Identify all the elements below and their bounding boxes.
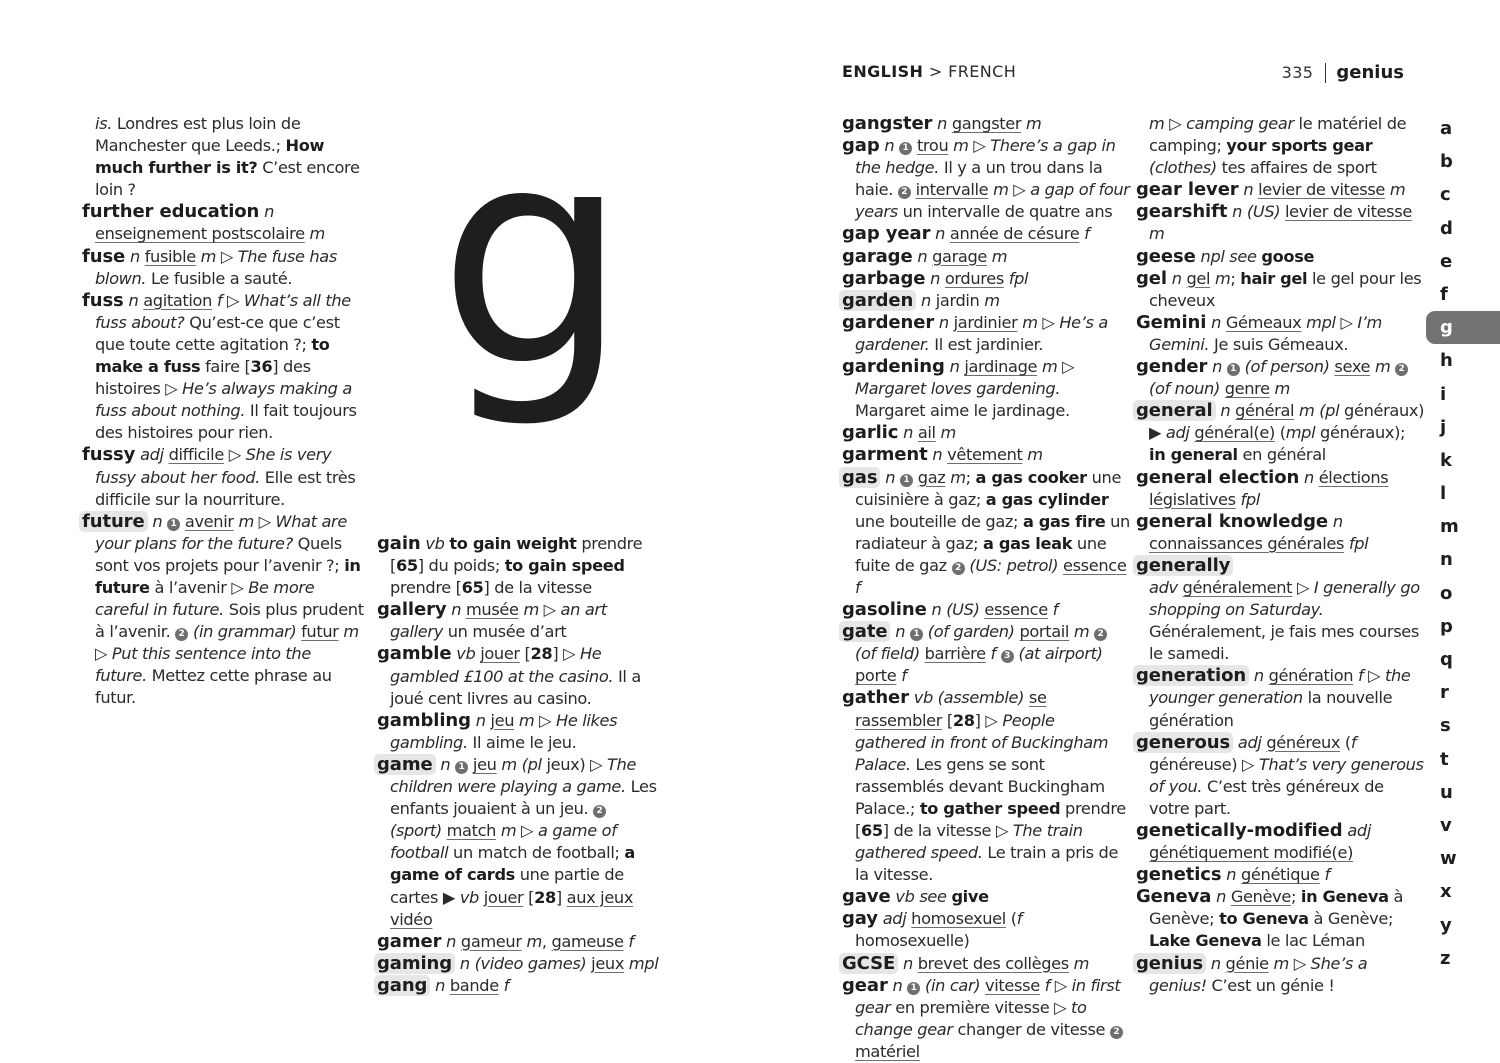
sense-number-badge: 1 [167, 518, 180, 531]
headword: gallery [377, 599, 447, 621]
source-language: ENGLISH [842, 62, 924, 81]
headword: game [374, 754, 436, 775]
entry-further-education: further education n enseignement postscolaire m [82, 201, 325, 244]
tab-k[interactable]: k [1440, 449, 1452, 471]
entry-generation: generation n génération f ▷ the younger generation la nouvelle génération [1136, 665, 1426, 731]
entry-gay: gay adj homosexuel (f homosexuelle) [842, 908, 1023, 951]
sense-number-badge: 2 [1395, 363, 1408, 376]
sense-number-badge: 1 [907, 982, 920, 995]
entry-garbage: garbage n ordures fpl [842, 267, 1029, 289]
section-letter: g [438, 83, 629, 432]
entry-fussy: fussy adj difficile ▷ She is very fussy about her food. Elle est très difficile sur la nourriture. [82, 444, 356, 509]
headword: genius [1133, 953, 1206, 974]
headword: gap year [842, 223, 931, 245]
entry-genetically-modified: genetically-modified adj génétiquement modifié(e) [1136, 820, 1371, 863]
headword: garment [842, 444, 928, 466]
entry-gave: gave vb see give [842, 886, 989, 908]
headword: garage [842, 245, 913, 267]
sense-number-badge: 2 [952, 562, 965, 575]
entry-garage: garage n garage m [842, 245, 1008, 267]
headword: gel [1136, 267, 1167, 289]
tab-r[interactable]: r [1440, 682, 1449, 704]
sense-number-badge: 2 [1094, 628, 1107, 641]
headword: GCSE [839, 953, 898, 974]
headword: gang [374, 975, 430, 996]
sense-number-badge: 2 [1110, 1026, 1123, 1039]
guide-word: genius [1336, 62, 1404, 83]
headword: genetics [1136, 864, 1222, 886]
tab-d[interactable]: d [1440, 217, 1453, 239]
entry-gangster: gangster n gangster m [842, 113, 1042, 134]
headword: gear [842, 974, 888, 996]
tab-p[interactable]: p [1440, 615, 1453, 637]
headword: geese [1136, 245, 1196, 267]
entry-gamble: gamble vb jouer [28] ▷ He gambled £100 at the casino. Il a joué cent livres au casino. [377, 643, 641, 708]
tab-c[interactable]: c [1440, 184, 1451, 206]
sense-number-badge: 2 [175, 628, 188, 641]
direction-arrow: > [928, 62, 943, 81]
entry-gate: gate n 1 (of garden) portail m 2 (of field) barrière f 3 (at airport) porte f [842, 621, 1130, 687]
entry-general: general n général m (pl généraux) ▶ adj général(e) (mpl généraux); in general en général [1136, 400, 1426, 466]
entry-general-knowledge: general knowledge n connaissances générales fpl [1136, 510, 1369, 553]
right-page [750, 0, 1500, 1061]
headword: gear lever [1136, 179, 1239, 201]
column-3 [842, 113, 1130, 1063]
headword: garbage [842, 267, 926, 289]
tab-e[interactable]: e [1440, 250, 1453, 272]
entry-generous: generous adj généreux (f généreuse) ▷ That’s very generous of you. C’est très généreux de votre part. [1136, 732, 1426, 820]
entry-gender: gender n 1 (of person) sexe m 2 (of noun) genre m [1136, 356, 1426, 400]
tab-w[interactable]: w [1440, 848, 1457, 870]
headword: gaming [374, 953, 455, 974]
headword: gave [842, 886, 891, 908]
entry-gemini: Gemini n Gémeaux mpl ▷ I’m Gemini. Je suis Gémeaux. [1136, 311, 1382, 354]
tab-v[interactable]: v [1440, 814, 1452, 836]
sense-number-badge: 1 [899, 142, 912, 155]
headword: general knowledge [1136, 510, 1329, 532]
headword: generally [1133, 555, 1233, 576]
entry-gather: gather vb (assemble) se rassembler [28] ▷ People gathered in front of Buckingham Palace. Les gens se sont rassemblés devant Buckingham Palace.; to gather speed prendre [65] de la vitesse ▷ The train gathered speed. Le train a pris de la vitesse. [842, 687, 1126, 885]
alphabet-thumb-index [1426, 112, 1500, 975]
tab-o[interactable]: o [1440, 582, 1453, 604]
headword: gardener [842, 311, 935, 333]
tab-f[interactable]: f [1440, 283, 1448, 305]
tab-g-active[interactable]: g [1426, 311, 1500, 344]
sense-number-badge: 2 [898, 186, 911, 199]
headword: fuse [82, 245, 126, 267]
sense-number-badge: 1 [1227, 363, 1240, 376]
tab-t[interactable]: t [1440, 748, 1449, 770]
tab-h[interactable]: h [1440, 350, 1453, 372]
headword: gangster [842, 113, 933, 134]
entry-general-election: general election n élections législatives fpl [1136, 466, 1389, 509]
entry-gambling: gambling n jeu m ▷ He likes gambling. Il aime le jeu. [377, 709, 618, 752]
entry-gearshift: gearshift n (US) levier de vitesse m [1136, 201, 1412, 244]
headword: Geneva [1136, 886, 1212, 908]
column-4 [1136, 113, 1426, 997]
headword: gardening [842, 356, 945, 378]
column-1 [82, 113, 367, 710]
headword: Gemini [1136, 311, 1207, 333]
headword: gay [842, 908, 878, 930]
entry-gamer: gamer n gameur m, gameuse f [377, 930, 634, 952]
left-page [0, 0, 750, 1048]
entry-gear-continued: m ▷ camping gear le matériel de camping; your sports gear (clothes) tes affaires de sport [1149, 114, 1407, 178]
entry-gardener: gardener n jardinier m ▷ He’s a gardener. Il est jardinier. [842, 311, 1109, 354]
tab-y[interactable]: y [1440, 914, 1452, 936]
entry-gap: gap n 1 trou m ▷ There’s a gap in the hedge. Il y a un trou dans la haie. 2 intervalle m ▷ a gap of four years un intervalle de quatre ans [842, 135, 1130, 222]
headword: garlic [842, 422, 899, 444]
entry-gear: gear n 1 (in car) vitesse f ▷ in first gear en première vitesse ▷ to change gear changer de vitesse 2 matériel [842, 975, 1130, 1063]
entry-gcse: GCSE n brevet des collèges m [842, 953, 1130, 975]
headword: gender [1136, 356, 1208, 378]
headword: further education [82, 201, 260, 223]
entry-geneva: Geneva n Genève; in Geneva à Genève; to Geneva à Genève; Lake Geneva le lac Léman [1136, 886, 1404, 951]
entry-generally: generally adv généralement ▷ I generally go shopping on Saturday. Généralement, je fais mes courses le samedi. [1136, 555, 1426, 665]
headword: future [79, 511, 148, 532]
entry-gaming: gaming n (video games) jeux mpl [377, 953, 662, 975]
entry-gang: gang n bande f [377, 975, 662, 997]
headword: gamble [377, 643, 452, 665]
sense-number-badge: 1 [900, 474, 913, 487]
headword: fussy [82, 444, 136, 466]
headword: gamer [377, 930, 442, 952]
headword: generation [1133, 665, 1249, 686]
headword: gap [842, 135, 880, 157]
entry-future: future n 1 avenir m ▷ What are your plans for the future? Quels sont vos projets pour l’avenir ?; in future à l’avenir ▷ Be more careful in future. Sois plus prudent à l’avenir. 2 (in grammar) futur m ▷ Put this sentence into the future. Mettez cette phrase au futur. [82, 511, 367, 710]
entry-genetics: genetics n génétique f [1136, 864, 1330, 886]
headword: general election [1136, 466, 1300, 488]
entry-gas: gas n 1 gaz m; a gas cooker une cuisinière à gaz; a gas cylinder une bouteille de gaz; a gas fire un radiateur à gaz; a gas leak une fuite de gaz 2 (US: petrol) essence f [842, 467, 1130, 600]
headword: gas [839, 467, 880, 488]
headword: garden [839, 290, 916, 311]
entry-genius: genius n génie m ▷ She’s a genius! C’est un génie ! [1136, 953, 1426, 997]
entry-fuse: fuse n fusible m ▷ The fuse has blown. Le fusible a sauté. [82, 245, 337, 288]
tab-b[interactable]: b [1440, 151, 1453, 173]
entry-gallery: gallery n musée m ▷ an art gallery un musée d’art [377, 599, 607, 642]
tab-x[interactable]: x [1440, 881, 1452, 903]
tab-z[interactable]: z [1440, 947, 1451, 969]
entry-gardening: gardening n jardinage m ▷ Margaret loves gardening. Margaret aime le jardinage. [842, 356, 1075, 421]
headword: gain [377, 533, 421, 554]
tab-i[interactable]: i [1440, 383, 1447, 405]
headword: gasoline [842, 599, 927, 621]
headword: gambling [377, 709, 471, 731]
entry-gear-lever: gear lever n levier de vitesse m [1136, 179, 1406, 201]
entry-geese: geese npl see goose [1136, 245, 1315, 267]
headword: gearshift [1136, 201, 1228, 223]
entry-game: game n 1 jeu m (pl jeux) ▷ The children were playing a game. Les enfants jouaient à un jeu. 2 (sport) match m ▷ a game of football un match de football; a game of cards une partie de cartes ▶ vb jouer [28] aux jeux vidéo [377, 754, 662, 931]
entry-fuss: fuss n agitation f ▷ What’s all the fuss about? Qu’est-ce que c’est que toute cette agitation ?; to make a fuss faire [36] des histoires ▷ He’s always making a fuss about nothing. Il fait toujours des histoires pour rien. [82, 289, 357, 443]
entry-garden: garden n jardin m [842, 290, 1130, 312]
tab-u[interactable]: u [1440, 781, 1453, 803]
entry-continued: is. Londres est plus loin de Manchester que Leeds.; How much further is it? C’est encore loin ? [95, 114, 360, 200]
page-number: 335 [1281, 63, 1314, 82]
tab-m[interactable]: m [1440, 516, 1459, 538]
tab-a[interactable]: a [1440, 118, 1453, 139]
entry-gasoline: gasoline n (US) essence f [842, 599, 1058, 621]
sense-number-badge: 1 [910, 628, 923, 641]
headword: general [1133, 400, 1216, 421]
tab-n[interactable]: n [1440, 549, 1453, 571]
entry-gel: gel n gel m; hair gel le gel pour les cheveux [1136, 267, 1422, 310]
target-language: FRENCH [948, 62, 1017, 81]
tab-j[interactable]: j [1440, 416, 1447, 438]
headword: genetically-modified [1136, 820, 1343, 841]
headword: gate [839, 621, 890, 642]
tab-s[interactable]: s [1440, 715, 1451, 737]
entry-gain: gain vb to gain weight prendre [65] du poids; to gain speed prendre [65] de la vitesse [377, 533, 643, 598]
headword: gather [842, 687, 909, 709]
entry-garlic: garlic n ail m [842, 422, 956, 444]
column-2 [377, 533, 662, 997]
entry-gap-year: gap year n année de césure f [842, 223, 1090, 245]
sense-number-badge: 3 [1001, 650, 1014, 663]
sense-number-badge: 2 [593, 805, 606, 818]
sense-number-badge: 1 [455, 761, 468, 774]
tab-l[interactable]: l [1440, 483, 1447, 505]
headword: fuss [82, 289, 124, 311]
tab-q[interactable]: q [1440, 649, 1453, 670]
entry-garment: garment n vêtement m [842, 444, 1043, 466]
headword: generous [1133, 732, 1233, 753]
